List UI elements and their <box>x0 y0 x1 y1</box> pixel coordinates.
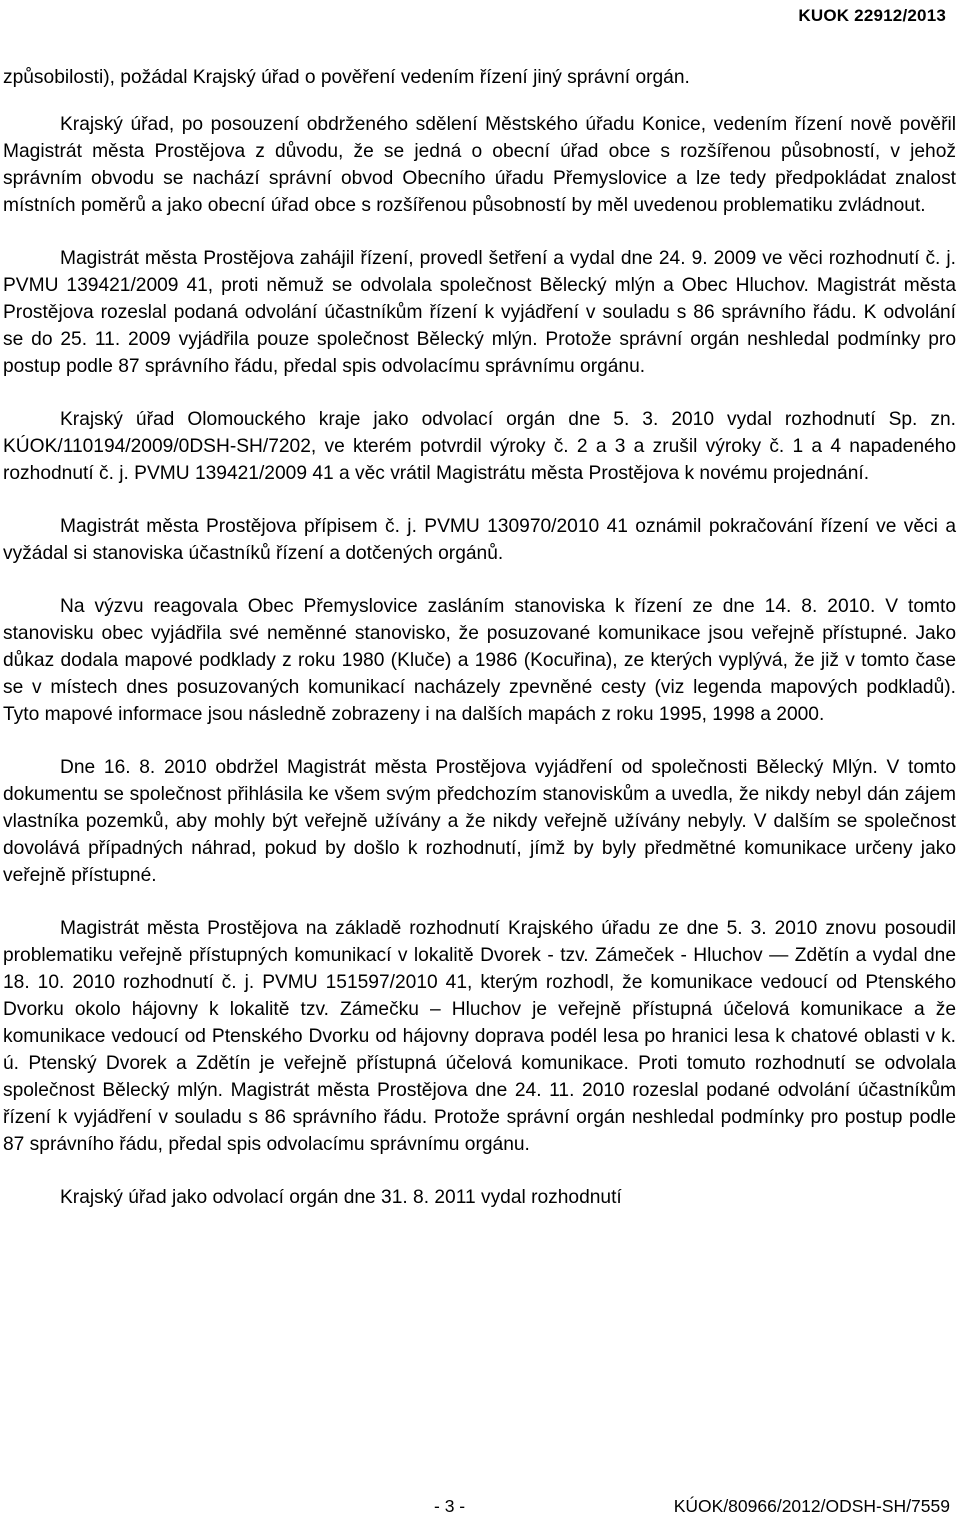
paragraph-8: Magistrát města Prostějova na základě rozhodnutí Krajského úřadu ze dne 5. 3. 2010 znovu posoudil problematiku veřejně přístupných komunikací v lokalitě Dvorek - tzv. Zámeček - Hluchov — Zdětín a vydal dne 18. 10. 2010 rozhodnutí č. j. PVMU 151597/2010 41, kterým rozhodl, že komunikace vedoucí od Ptenského Dvorku okolo hájovny k lokalitě tzv. Zámečku – Hluchov je veřejně přístupná účelová komunikace a že komunikace vedoucí od Ptenského Dvorku od hájovny doprava podél lesa po hranici lesa k chatové oblasti v k. ú. Ptenský Dvorek a Zdětín je veřejně přístupná účelová komunikace. Proti tomuto rozhodnutí se odvolala společnost Bělecký mlýn. Magistrát města Prostějova dne 24. 11. 2010 rozeslal podané odvolání účastníkům řízení k vyjádření v souladu s 86 správního řádu. Protože správní orgán neshledal podmínky pro postup podle 87 správního řádu, předal spis odvolacímu správnímu orgánu. <box>3 918 956 1155</box>
paragraph-7: Dne 16. 8. 2010 obdržel Magistrát města Prostějova vyjádření od společnosti Bělecký Mlýn. V tomto dokumentu se společnost přihlásila ke všem svým předchozím stanoviskům a uvedla, že nikdy nebyl dán zájem vlastníka pozemků, aby mohly být veřejně užívány a že nikdy veřejně užívány nebyly. V dalším se společnost dovolává případných náhrad, pokud by došlo k rozhodnutí, jímž by byly předmětné komunikace určeny jako veřejně přístupné. <box>3 757 956 886</box>
page-footer <box>0 1492 960 1520</box>
document-reference-footer: KÚOK/80966/2012/ODSH-SH/7559 <box>673 1496 950 1516</box>
paragraph-4: Krajský úřad Olomouckého kraje jako odvolací orgán dne 5. 3. 2010 vydal rozhodnutí Sp. zn. KÚOK/110194/2009/0DSH-SH/7202, ve kterém potvrdil výroky č. 2 a 3 a zrušil výroky č. 1 a 4 napadeného rozhodnutí č. j. PVMU 139421/2009 41 a věc vrátil Magistrátu města Prostějova k novému projednání. <box>3 409 956 484</box>
page-number: - 3 - <box>434 1496 466 1516</box>
paragraph-2: Krajský úřad, po posouzení obdrženého sdělení Městského úřadu Konice, vedením řízení nově pověřil Magistrát města Prostějova z důvodu, že se jedná o obecní úřad obce s rozšířenou působností, v jehož správním obvodu se nachází správní obvod Obecního úřadu Přemyslovice a lze tedy předpokládat znalost místních poměrů a jako obecní úřad obce s rozšířenou působností by měl uvedenou problematiku zvládnout. <box>3 114 956 216</box>
document-body <box>3 64 956 1237</box>
paragraph-5: Magistrát města Prostějova přípisem č. j. PVMU 130970/2010 41 oznámil pokračování řízení ve věci a vyžádal si stanoviska účastníků řízení a dotčených orgánů. <box>3 516 956 564</box>
paragraph-3: Magistrát města Prostějova zahájil řízení, provedl šetření a vydal dne 24. 9. 2009 ve věci rozhodnutí č. j. PVMU 139421/2009 41, proti němuž se odvolala společnost Bělecký mlýn a Obec Hluchov. Magistrát města Prostějova rozeslal podaná odvolání účastníkům řízení k vyjádření v souladu s 86 správního řádu. K odvolání se do 25. 11. 2009 vyjádřila pouze společnost Bělecký mlýn. Protože správní orgán neshledal podmínky pro postup podle 87 správního řádu, předal spis odvolacímu správnímu orgánu. <box>3 248 956 377</box>
document-reference-header: KUOK 22912/2013 <box>798 6 946 25</box>
paragraph-1: způsobilosti), požádal Krajský úřad o pověření vedením řízení jiný správní orgán. <box>3 67 690 88</box>
paragraph-9: Krajský úřad jako odvolací orgán dne 31. 8. 2011 vydal rozhodnutí <box>60 1187 622 1208</box>
paragraph-6: Na výzvu reagovala Obec Přemyslovice zasláním stanoviska k řízení ze dne 14. 8. 2010. V tomto stanovisku obec vyjádřila své neměnné stanovisko, že posuzované komunikace jsou veřejně přístupné. Jako důkaz dodala mapové podklady z roku 1980 (Kluče) a 1986 (Kocuřina), ze kterých vyplývá, že již v tomto čase se v místech dnes posuzovaných komunikací nacházely zpevněné cesty (viz legenda mapových podkladů). Tyto mapové informace jsou následně zobrazeny i na dalších mapách z roku 1995, 1998 a 2000. <box>3 596 956 725</box>
